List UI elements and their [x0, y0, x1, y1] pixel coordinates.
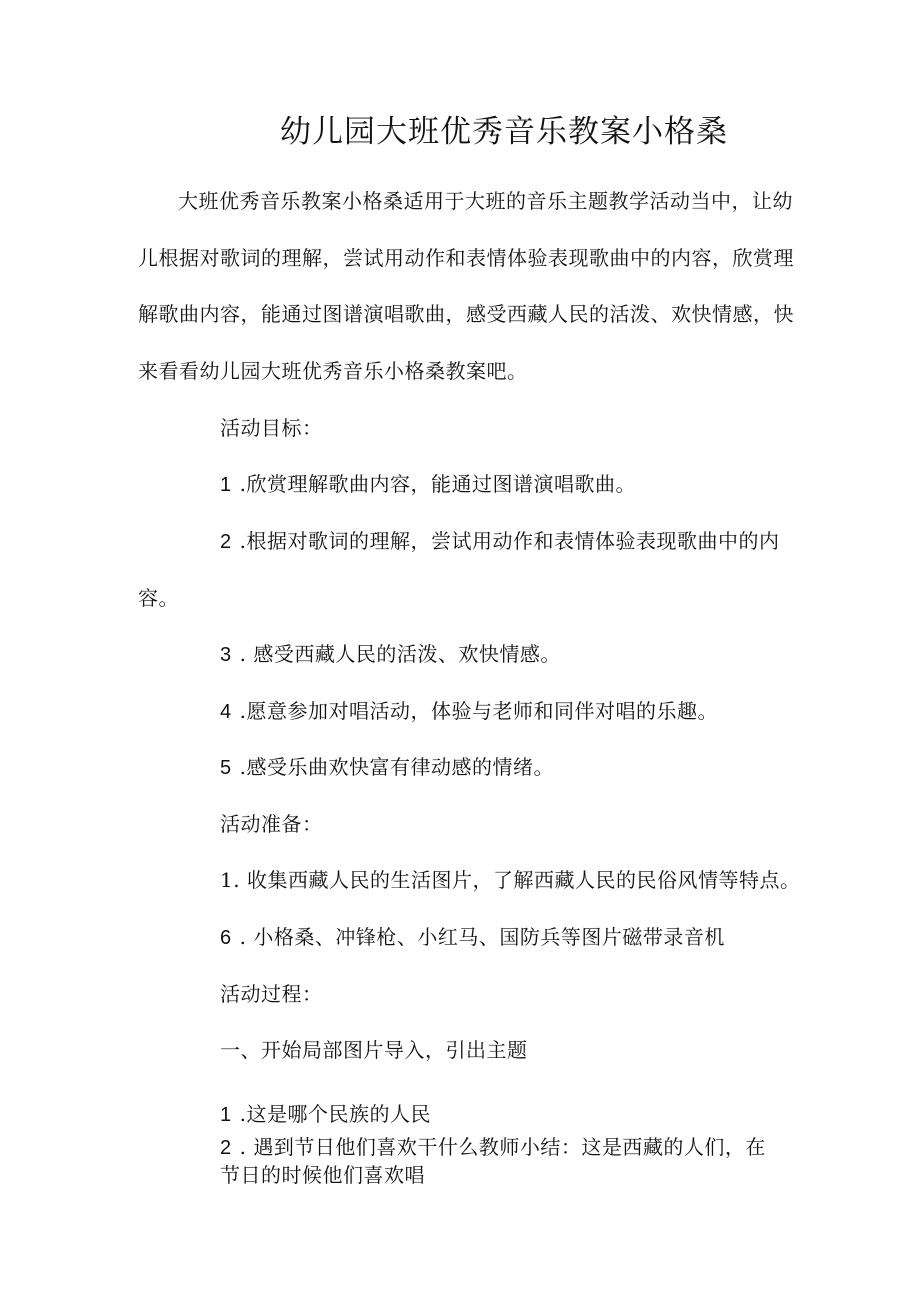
process-text: . 遇到节日他们喜欢干什么教师小结：这是西藏的人们，在 — [239, 1135, 766, 1159]
process-number: 1 — [220, 1104, 232, 1126]
goal-text: . 感受西藏人民的活泼、欢快情感。 — [239, 642, 561, 666]
goal-item — [220, 640, 561, 669]
prep-item: 1. 收集西藏人民的生活图片，了解西藏人民的民俗风情等特点。 — [220, 868, 801, 892]
goal-item — [220, 470, 636, 499]
prep-item — [220, 923, 725, 952]
goal-text: .欣赏理解歌曲内容，能通过图谱演唱歌曲。 — [239, 472, 636, 496]
intro-line: 大班优秀音乐教案小格桑适用于大班的音乐主题教学活动当中，让幼 — [178, 189, 793, 213]
goal-number: 1 — [220, 474, 232, 496]
prep-heading: 活动准备： — [220, 812, 323, 836]
process-item — [220, 1100, 431, 1129]
document-title: 幼儿园大班优秀音乐教案小格桑 — [280, 114, 728, 150]
process-heading: 活动过程： — [220, 982, 323, 1006]
process-continuation: 节日的时候他们喜欢唱 — [220, 1163, 425, 1187]
prep-text: . 小格桑、冲锋枪、小红马、国防兵等图片磁带录音机 — [239, 925, 725, 949]
prep-number: 6 — [220, 927, 232, 949]
goals-heading: 活动目标： — [220, 416, 323, 440]
goal-item — [220, 527, 779, 556]
goal-item — [220, 753, 554, 782]
goal-number: 3 — [220, 644, 232, 666]
goal-number: 5 — [220, 757, 232, 779]
intro-line: 解歌曲内容，能通过图谱演唱歌曲，感受西藏人民的活泼、欢快情感，快 — [138, 302, 794, 326]
goal-text: .感受乐曲欢快富有律动感的情绪。 — [239, 755, 554, 779]
goal-text: .根据对歌词的理解，尝试用动作和表情体验表现歌曲中的内 — [239, 529, 780, 553]
intro-line: 来看看幼儿园大班优秀音乐小格桑教案吧。 — [138, 359, 528, 383]
goal-item — [220, 697, 718, 726]
goal-number: 2 — [220, 531, 232, 553]
process-step: 一、开始局部图片导入，引出主题 — [220, 1038, 528, 1062]
intro-line: 儿根据对歌词的理解，尝试用动作和表情体验表现歌曲中的内容，欣赏理 — [138, 246, 794, 270]
goal-continuation: 容。 — [138, 586, 179, 610]
process-item — [220, 1133, 766, 1162]
process-text: .这是哪个民族的人民 — [239, 1102, 431, 1126]
goal-text: .愿意参加对唱活动，体验与老师和同伴对唱的乐趣。 — [239, 699, 718, 723]
goal-number: 4 — [220, 701, 232, 723]
process-number: 2 — [220, 1137, 232, 1159]
